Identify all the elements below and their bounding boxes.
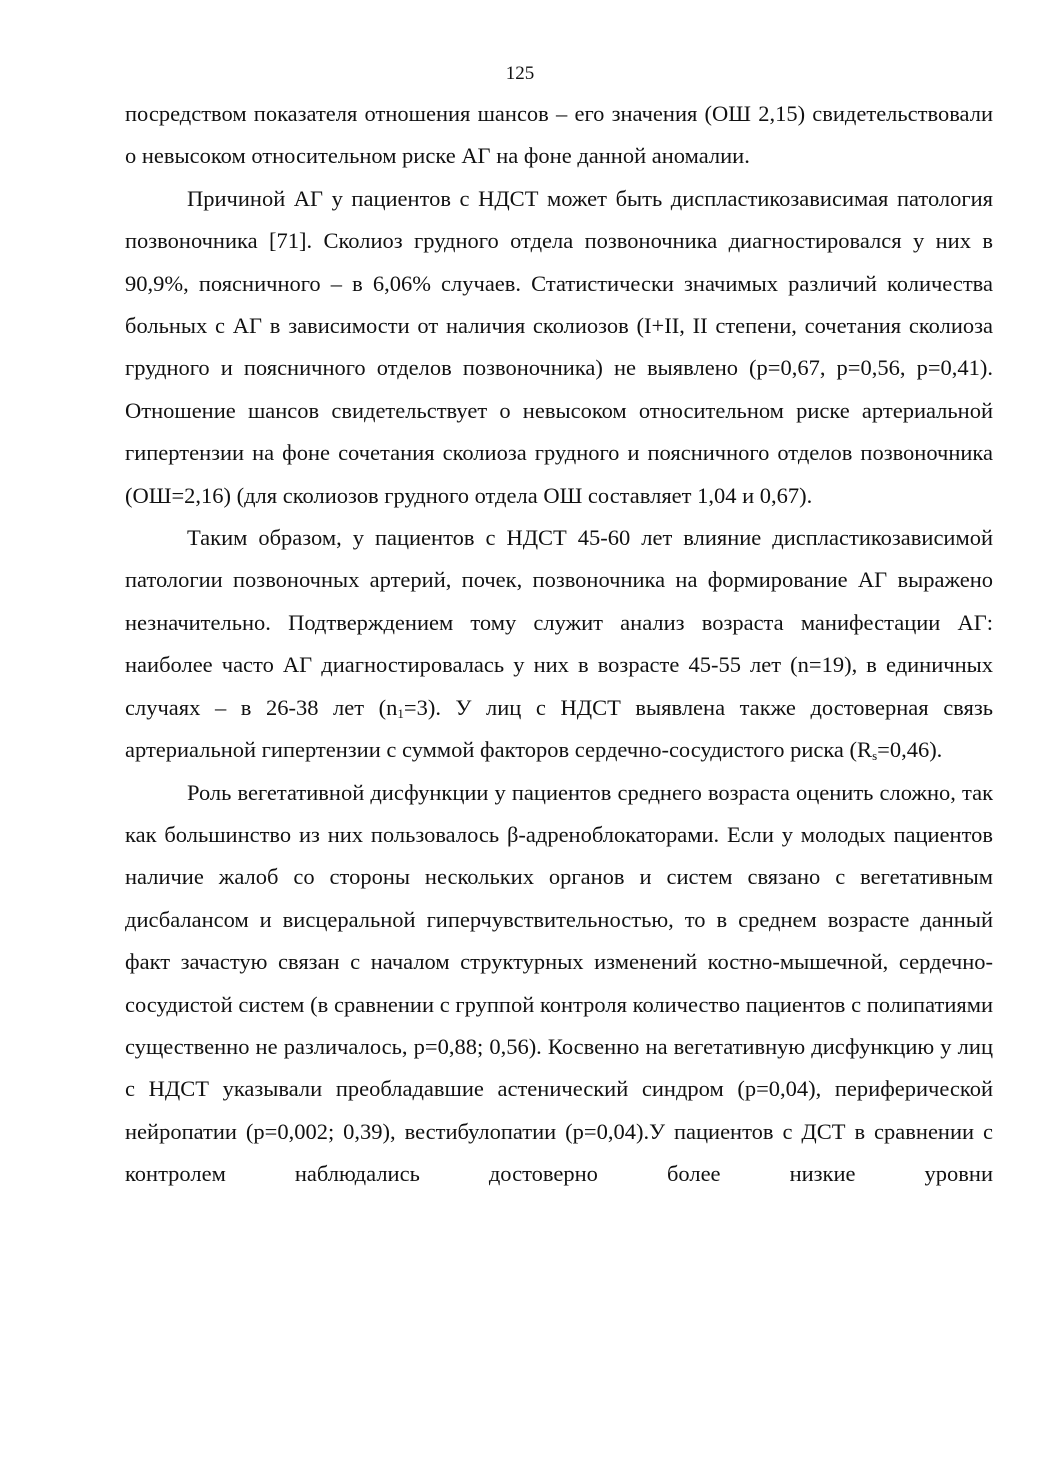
paragraph-text: =0,46). (877, 737, 943, 763)
subscript-rs: s (872, 748, 878, 764)
paragraph-continuation (125, 93, 993, 178)
paragraph-conclusion (125, 517, 993, 771)
page-number: 125 (505, 63, 535, 84)
paragraph-text: посредством показателя отношения шансов – его значения (ОШ 2,15) свидетельствовали о невысоком относительном риске АГ на фоне данной аномалии. (125, 101, 993, 169)
paragraph-text: Таким образом, у пациентов с НДСТ 45-60 лет влияние диспластикозависимой патологии позвоночных артерий, почек, позвоночника на формирование АГ выражено незначительно. Подтверждением тому служит анализ возраста манифестации АГ: наиболее часто АГ диагностировалась у них в возрасте 45-55 лет (n=19), в единичных случаях – в 26-38 лет (n (125, 525, 993, 720)
document-body (125, 93, 993, 1196)
paragraph-text: =3). У лиц с НДСТ выявлена также достоверная связь артериальной гипертензии с суммой факторов сердечно-сосудистого риска (R (125, 694, 994, 763)
paragraph-text: Причиной АГ у пациентов с НДСТ может быть диспластикозависимая патология позвоночника [71]. Сколиоз грудного отдела позвоночника диагностировался у них в 90,9%, поясничного – в 6,06% случаев. Статистически значимых различий количества больных с АГ в зависимости от наличия сколиозов (I+II, II степени, сочетания сколиоза грудного и поясничного отделов позвоночника) не выявлено (р=0,67, р=0,56, р=0,41). Отношение шансов свидетельствует о невысоком относительном риске артериальной гипертензии на фоне сочетания сколиоза грудного и поясничного отделов позвоночника (ОШ=2,16) (для сколиозов грудного отдела ОШ составляет 1,04 и 0,67). (125, 185, 993, 508)
subscript-n1: 1 (397, 705, 404, 721)
paragraph-scoliosis (125, 178, 993, 517)
paragraph-vegetative-dysfunction (125, 772, 993, 1196)
paragraph-text: Роль вегетативной дисфункции у пациентов среднего возраста оценить сложно, так как большинство из них пользовалось β-адреноблокаторами. Если у молодых пациентов наличие жалоб со стороны нескольких органов и систем связано с вегетативным дисбалансом и висцеральной гиперчувствительностью, то в среднем возрасте данный факт зачастую связан с началом структурных изменений костно-мышечной, сердечно-сосудистой систем (в сравнении с группой контроля количество пациентов с полипатиями существенно не различалось, р=0,88; 0,56). Косвенно на вегетативную дисфункцию у лиц с НДСТ указывали преобладавшие астенический синдром (р=0,04), периферической нейропатии (р=0,002; 0,39), вестибулопатии (р=0,04).У пациентов с ДСТ в сравнении с контролем наблюдались достоверно более низкие уровни (125, 779, 993, 1187)
